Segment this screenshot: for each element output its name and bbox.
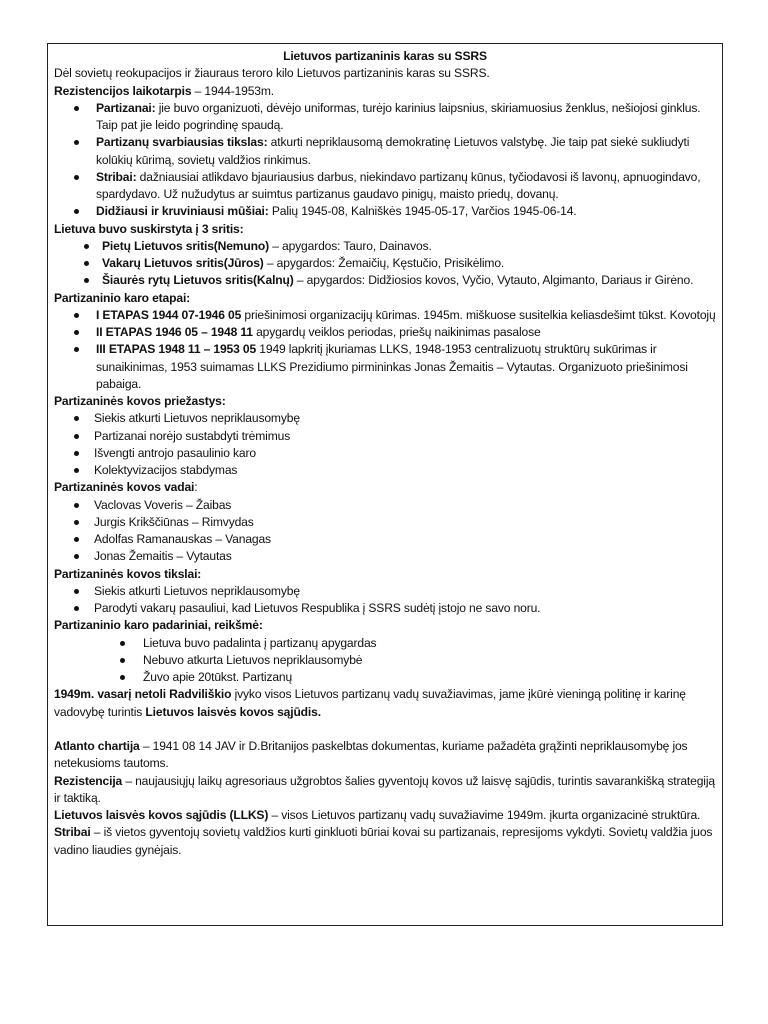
stages-list — [54, 307, 716, 393]
list-item: Adolfas Ramanauskas – Vanagas — [54, 531, 716, 548]
definition-term: Rezistencija — [54, 773, 123, 788]
item-label: I ETAPAS 1944 07-1946 05 — [96, 307, 242, 322]
definition-item — [54, 824, 716, 859]
definition-item — [54, 738, 716, 773]
list-item: Siekis atkurti Lietuvos nepriklausomybę — [54, 410, 716, 427]
meeting-text: įvyko visos Lietuvos partizanų vadų suvažiavimas, jame įkūrė vieningą politinę ir karinę vadovybę turintis — [54, 687, 686, 719]
definition-text: – iš vietos gyventojų sovietų valdžios kurti ginkluoti būriai kovai su partizanais, represijoms vykdyti. Sovietų valdžia juos vadino liaudies gynėjais. — [54, 825, 713, 857]
section1-list — [54, 100, 716, 221]
list-item — [54, 238, 716, 255]
item-text: Palių 1945-08, Kalniškės 1945-05-17, Varčios 1945-06-14. — [268, 204, 577, 219]
regions-list — [54, 238, 716, 290]
leaders-list — [54, 497, 716, 566]
list-item: Vaclovas Voveris – Žaibas — [54, 497, 716, 514]
item-text: dažniausiai atlikdavo bjauriausius darbus, niekindavo partizanų kūnus, tyčiodavosi iš lavonų, apnuogindavo, spardydavo. Už nužudytus ar suimtus partizanus gaudavo pinigų, maisto priedų, dovanų. — [96, 169, 701, 201]
definition-text: – 1941 08 14 JAV ir D.Britanijos paskelbtas dokumentas, kuriame pažadėta grąžinti nepriklausomybę jos netekusioms tautoms. — [54, 739, 688, 771]
leaders-colon: : — [194, 480, 198, 495]
document-title: Lietuvos partizaninis karas su SSRS — [283, 49, 487, 63]
leaders-heading-line — [54, 479, 716, 496]
meeting-bold-end: Lietuvos laisvės kovos sąjūdis. — [145, 704, 321, 719]
intro-text: Dėl sovietų reokupacijos ir žiauraus teroro kilo Lietuvos partizaninis karas su SSRS. — [54, 66, 490, 81]
goals-heading: Partizaninės kovos tikslai: — [54, 566, 202, 581]
item-label: Partizanai: — [96, 100, 156, 115]
list-item: Lietuva buvo padalinta į partizanų apygardas — [54, 635, 716, 652]
item-text: priešinimosi organizacijų kūrimas. 1945m. miškuose susitelkia keliasdešimt tūkst. Kovotojų — [241, 307, 716, 322]
list-item: Jonas Žemaitis – Vytautas — [54, 548, 716, 565]
period-text: – 1944-1953m. — [191, 83, 275, 98]
list-item: Jurgis Krikščiūnas – Rimvydas — [54, 514, 716, 531]
list-item — [54, 203, 716, 220]
list-item: Siekis atkurti Lietuvos nepriklausomybę — [54, 583, 716, 600]
leaders-heading: Partizaninės kovos vadai — [54, 480, 195, 495]
causes-list — [54, 410, 716, 479]
regions-heading: Lietuva buvo suskirstyta į 3 sritis: — [54, 221, 244, 236]
causes-heading: Partizaninės kovos priežastys: — [54, 394, 226, 408]
list-item: Žuvo apie 20tūkst. Partizanų — [54, 669, 716, 686]
item-label: Vakarų Lietuvos sritis(Jūros) — [102, 256, 264, 270]
goals-list — [54, 583, 716, 618]
item-text: – apygardos: Žemaičių, Kęstučio, Prisikėlimo. — [263, 256, 505, 270]
item-text: atkurti nepriklausomą demokratinę Lietuvos valstybę. Jie taip pat siekė sukliudyti kolūkių kūrimą, sovietų valdžios rinkimus. — [96, 135, 690, 167]
definition-item — [54, 773, 716, 808]
definition-term: Lietuvos laisvės kovos sąjūdis (LLKS) — [54, 808, 269, 822]
item-label: Didžiausi ir kruviniausi mūšiai: — [96, 204, 269, 219]
item-label: III ETAPAS 1948 11 – 1953 05 — [96, 342, 257, 357]
item-text: 1949 lapkritį įkuriamas LLKS, 1948-1953 centralizuotų struktūrų sukūrimas ir sunaikinimas, 1953 suimamas LLKS Prezidiumo pirmininkas Jonas Žemaitis – Vytautas. Organizuoto priešinimosi pabaiga. — [96, 342, 688, 391]
definition-term: Stribai — [54, 825, 91, 840]
consequences-heading: Partizaninio karo padariniai, reikšmė: — [54, 618, 263, 633]
consequences-list — [54, 635, 716, 687]
item-label: Šiaurės rytų Lietuvos sritis(Kalnų) — [102, 273, 294, 288]
list-item: Kolektyvizacijos stabdymas — [54, 462, 716, 479]
stages-heading: Partizaninio karo etapai: — [54, 290, 191, 305]
list-item: Nebuvo atkurta Lietuvos nepriklausomybė — [54, 652, 716, 669]
list-item — [54, 100, 716, 135]
list-item — [54, 324, 716, 341]
item-text: – apygardos: Didžiosios kovos, Vyčio, Vytauto, Algimanto, Dariaus ir Girėno. — [293, 273, 694, 288]
item-label: Pietų Lietuvos sritis(Nemuno) — [102, 238, 269, 253]
item-label: Stribai: — [96, 169, 137, 184]
document-page — [47, 43, 723, 926]
list-item — [54, 255, 716, 272]
item-text: jie buvo organizuoti, dėvėjo uniformas, turėjo karinius laipsnius, skiriamuosius ženklus, nešiojosi ginklus. Taip pat jie leido pogrindinę spaudą. — [96, 100, 701, 132]
meeting-paragraph — [54, 686, 716, 721]
list-item — [54, 341, 716, 393]
list-item — [54, 272, 716, 289]
definition-text: – visos Lietuvos partizanų vadų suvažiavime 1949m. įkurta organizacinė struktūra. — [268, 808, 701, 822]
item-label: II ETAPAS 1946 05 – 1948 11 — [96, 325, 253, 339]
list-item: Partizanai norėjo sustabdyti trėmimus — [54, 428, 716, 445]
item-text: – apygardos: Tauro, Dainavos. — [269, 238, 432, 253]
spacer — [54, 721, 716, 738]
definition-term: Atlanto chartija — [54, 739, 140, 753]
definition-item — [54, 807, 716, 824]
list-item — [54, 169, 716, 204]
period-label: Rezistencijos laikotarpis — [54, 83, 192, 98]
list-item: Išvengti antrojo pasaulinio karo — [54, 445, 716, 462]
item-text: apygardų veiklos periodas, priešų naikinimas pasalose — [252, 325, 541, 339]
list-item — [54, 307, 716, 324]
meeting-label: 1949m. vasarį netoli Radviliškio — [54, 687, 232, 702]
item-label: Partizanų svarbiausias tikslas: — [96, 135, 268, 150]
list-item — [54, 134, 716, 169]
definition-text: – naujausiųjų laikų agresoriaus užgrobtos šalies gyventojų kovos už laisvę sąjūdis, turintis savarankišką strategiją ir taktiką. — [54, 773, 715, 805]
period-line — [54, 83, 716, 100]
list-item: Parodyti vakarų pasauliui, kad Lietuvos Respublika į SSRS sudėtį įstojo ne savo noru. — [54, 600, 716, 617]
